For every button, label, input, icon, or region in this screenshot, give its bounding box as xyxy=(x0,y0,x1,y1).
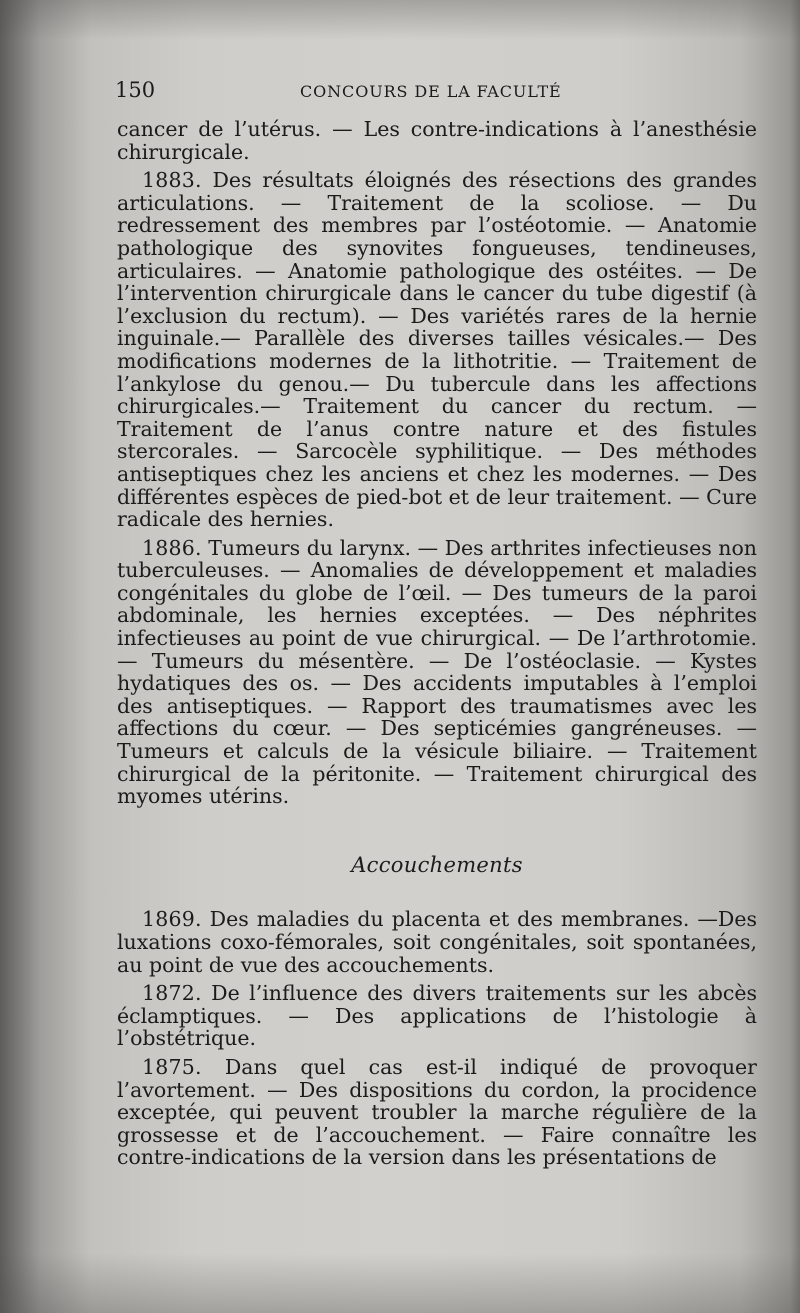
paragraph-1883 xyxy=(117,169,757,531)
paragraph-text: De l’influence des divers traitements sur les abcès éclamptiques. — Des applications de l’histologie à l’obstétrique. xyxy=(117,981,757,1051)
body-text xyxy=(117,118,757,1169)
page-shadow-top xyxy=(0,0,800,40)
paragraph-1886 xyxy=(117,537,757,808)
paragraph-year: 1875. xyxy=(142,1054,202,1079)
paragraph-text: Des maladies du placenta et des membranes. —Des luxations coxo-fémorales, soit congénitales, soit spontanées, au point de vue des accouchements. xyxy=(117,907,757,977)
paragraph-1875 xyxy=(117,1056,757,1169)
page-header xyxy=(115,74,755,106)
section-heading: Accouchements xyxy=(351,852,523,877)
paragraph-1872 xyxy=(117,982,757,1050)
page-number: 150 xyxy=(115,78,156,102)
running-head: CONCOURS DE LA FACULTÉ xyxy=(300,82,562,101)
paragraph-year: 1869. xyxy=(142,907,202,932)
paragraph-year: 1883. xyxy=(142,168,202,193)
page-shadow-bottom xyxy=(0,1253,800,1313)
paragraph-year: 1886. xyxy=(142,535,202,560)
paragraph-text: Tumeurs du larynx. — Des arthrites infectieuses non tuberculeuses. — Anomalies de développement et maladies congénitales du globe de l’œil. — Des tumeurs de la paroi abdominale, les hernies exceptées. — Des néphrites infectieuses au point de vue chirurgical. — De l’arthrotomie. — Tumeurs du mésentère. — De l’ostéoclasie. — Kystes hydatiques des os. — Des accidents imputables à l’emploi des antiseptiques. — Rapport des traumatismes avec les affections du cœur. — Des septicémies gangréneuses. — Tumeurs et calculs de la vésicule biliaire. — Traitement chirurgical de la péritonite. — Traitement chirurgical des myomes utérins. xyxy=(117,535,757,809)
paragraph-1869 xyxy=(117,908,757,976)
paragraph-continuation xyxy=(117,118,757,163)
paragraph-text: cancer de l’utérus. — Les contre-indications à l’anesthésie chirurgicale. xyxy=(117,117,757,164)
paragraph-text: Dans quel cas est-il indiqué de provoquer l’avortement. — Des dispositions du cordon, la procidence exceptée, qui peuvent troubler la marche régulière de la grossesse et de l’accouchement. — Faire connaître les contre-indications de la version dans les présentations de xyxy=(117,1054,757,1170)
paragraph-text: Des résultats éloignés des résections des grandes articulations. — Traitement de la scoliose. — Du redressement des membres par l’ostéotomie. — Anatomie pathologique des synovites fongueuses, tendineuses, articulaires. — Anatomie pathologique des ostéites. — De l’intervention chirurgicale dans le cancer du tube digestif (à l’exclusion du rectum). — Des variétés rares de la hernie inguinale.— Parallèle des diverses tailles vésicales.— Des modifications modernes de la lithotritie. — Traitement de l’ankylose du genou.— Du tubercule dans les affections chirurgicales.— Traitement du cancer du rectum. — Traitement de l’anus contre nature et des fistules stercorales. — Sarcocèle syphilitique. — Des méthodes antiseptiques chez les anciens et chez les modernes. — Des différentes espèces de pied-bot et de leur traitement. — Cure radicale des hernies. xyxy=(117,168,757,532)
paragraph-year: 1872. xyxy=(142,981,202,1006)
